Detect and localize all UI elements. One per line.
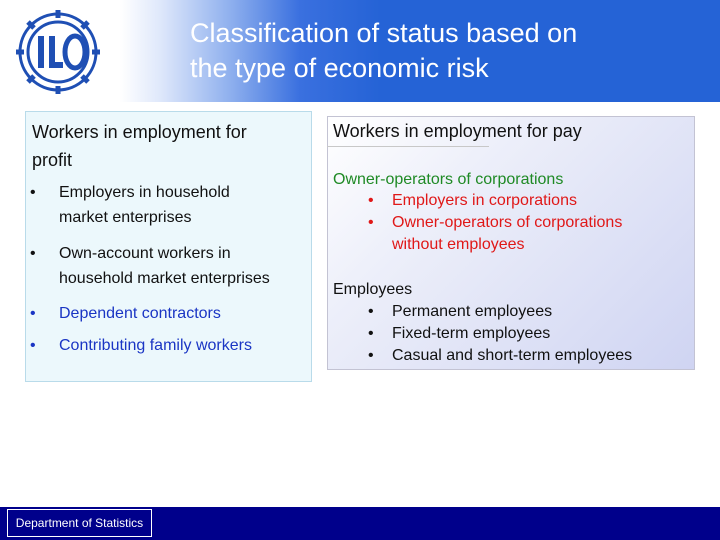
list-item-text: Dependent contractors [59, 305, 221, 322]
bullet-icon: • [30, 305, 36, 322]
bullet-icon: • [30, 245, 36, 262]
department-of-statistics-link[interactable]: Department of Statistics [7, 509, 152, 537]
bullet-icon: • [368, 192, 374, 209]
bullet-icon: • [30, 184, 36, 201]
list-item-text: Casual and short-term employees [392, 347, 633, 364]
list-item-text: Contributing family workers [59, 337, 252, 354]
bullet-icon: • [368, 303, 374, 320]
header-banner [0, 0, 720, 102]
list-item-text: Owner-operators of corporations without employees [392, 214, 623, 253]
pay-workers-heading: Workers in employment for pay [333, 121, 582, 141]
bullet-icon: • [368, 325, 374, 342]
list-item-text: Own-account workers in household market enterprises [59, 245, 270, 287]
employees-heading: Employees [333, 281, 413, 298]
list-item-text: Fixed-term employees [392, 325, 551, 342]
heading-underline [327, 146, 489, 147]
owner-operators-heading: Owner-operators of corporations [333, 171, 564, 188]
bullet-icon: • [368, 214, 374, 231]
bullet-icon: • [30, 337, 36, 354]
profit-workers-heading: Workers in employment for profit [32, 122, 247, 170]
ilo-logo-icon [6, 8, 110, 96]
bullet-icon: • [368, 347, 374, 364]
list-item-text: Employers in corporations [392, 192, 577, 209]
list-item-text: Permanent employees [392, 303, 553, 320]
list-item-text: Employers in household market enterprises [59, 184, 230, 226]
page-title: Classification of status based on the type of economic risk [190, 18, 578, 83]
